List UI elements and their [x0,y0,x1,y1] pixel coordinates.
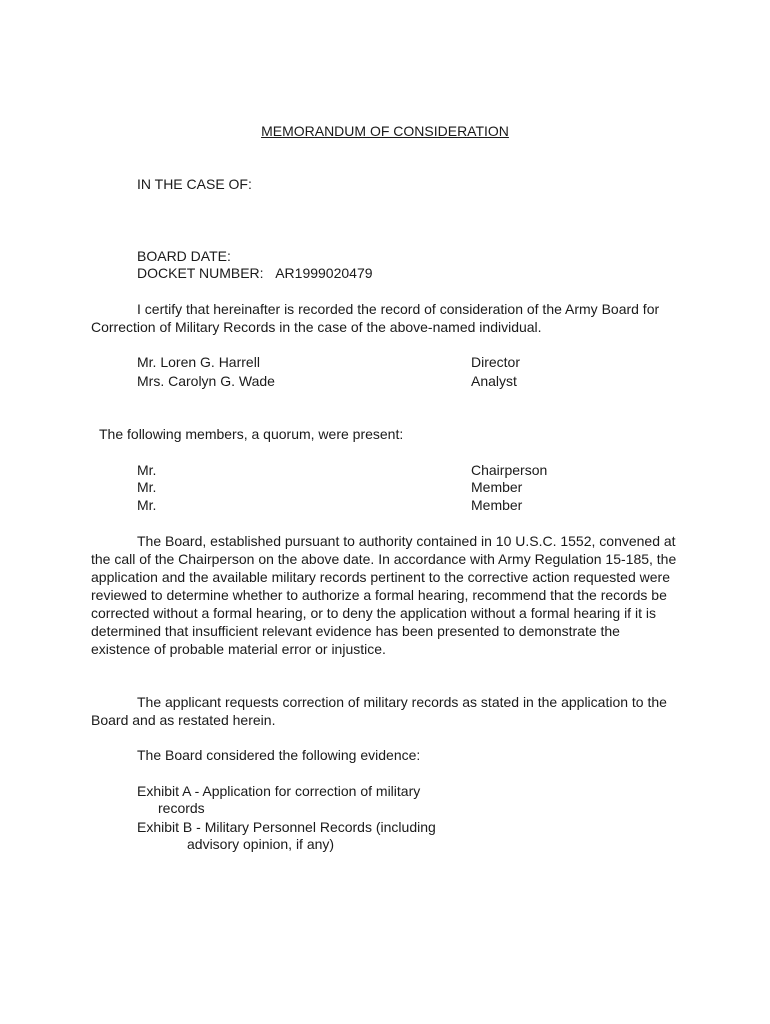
certify-paragraph: I certify that hereinafter is recorded the record of consideration of the Army Board for Correction of Military Records in the case of the above-named individual. [91,301,660,335]
applicant-paragraph: The applicant requests correction of military records as stated in the application to the Board and as restated herein. [91,694,667,728]
page-title: MEMORANDUM OF CONSIDERATION [261,123,509,139]
exhibit-a-line-1: Exhibit A - Application for correction of military [137,783,421,799]
staff-role-1: Director [471,354,521,370]
staff-name-1: Mr. Loren G. Harrell [137,354,260,370]
member-role-1: Chairperson [471,462,548,478]
evidence-intro: The Board considered the following evidence: [137,747,421,763]
staff-name-2: Mrs. Carolyn G. Wade [137,373,275,389]
docket-number: AR1999020479 [275,265,373,281]
member-role-3: Member [471,497,523,513]
docket-label: DOCKET NUMBER: [137,265,264,281]
board-date-label: BOARD DATE: [137,248,231,264]
member-name-1: Mr. [137,462,157,478]
member-name-2: Mr. [137,479,157,495]
member-role-2: Member [471,479,523,495]
exhibit-a-line-2: records [158,800,205,816]
member-name-3: Mr. [137,497,157,513]
board-paragraph: The Board, established pursuant to authority contained in 10 U.S.C. 1552, convened at the call of the Chairperson on the above date. In accordance with Army Regulation 15-185, the application and the available military records pertinent to the corrective action requested were reviewed to determine whether to authorize a formal hearing, recommend that the records be corrected without a formal hearing, or to deny the application without a formal hearing if it is determined that insufficient relevant evidence has been presented to demonstrate the existence of probable material error or injustice. [91,533,677,657]
exhibit-b-line-1: Exhibit B - Military Personnel Records (including [137,819,436,835]
staff-role-2: Analyst [471,373,517,389]
docket-line [137,264,373,282]
quorum-text: The following members, a quorum, were present: [99,426,404,442]
exhibit-b-line-2: advisory opinion, if any) [187,836,335,852]
case-label: IN THE CASE OF: [137,176,252,192]
